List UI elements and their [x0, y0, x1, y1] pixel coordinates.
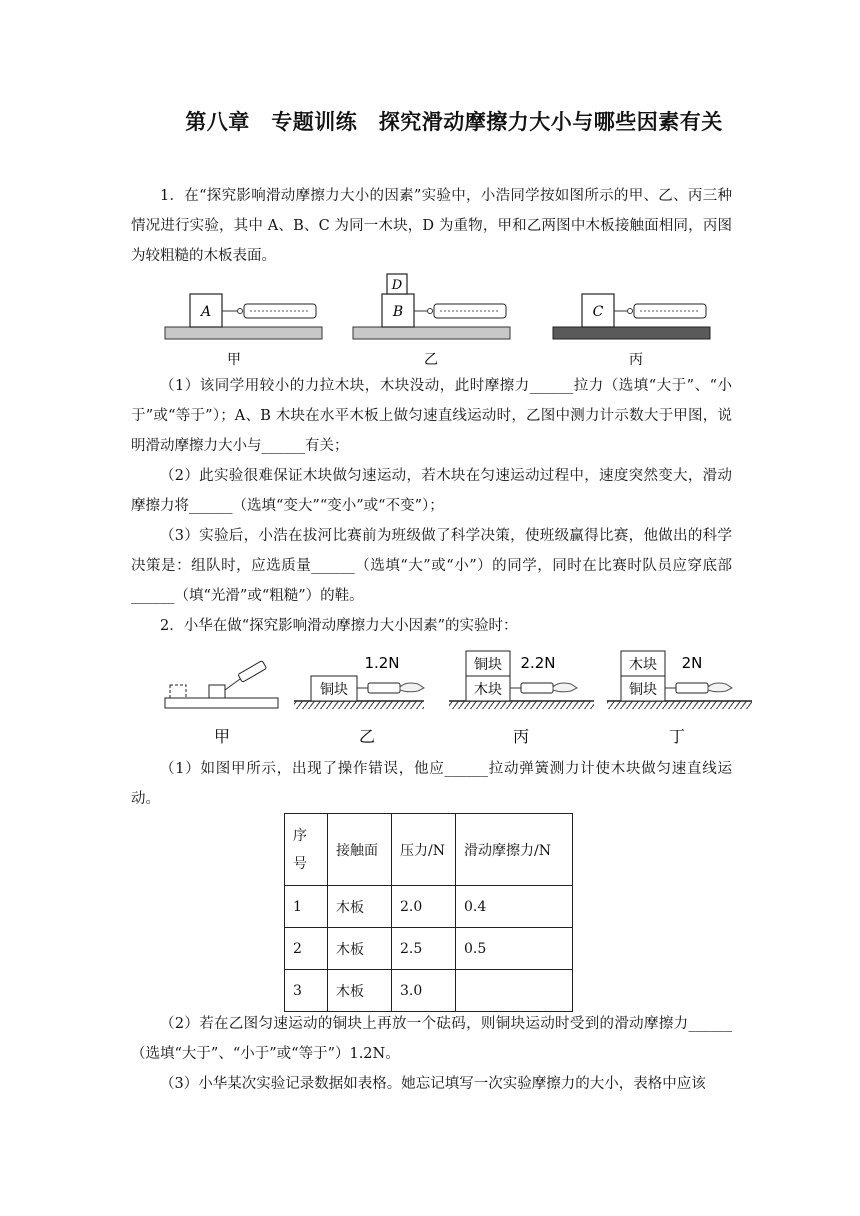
page-title: 第八章 专题训练 探究滑动摩擦力大小与哪些因素有关: [185, 110, 723, 134]
table-cell: 2: [285, 928, 328, 970]
reading-bing: 2.2N: [520, 654, 556, 672]
q1-setup-jia: [165, 294, 322, 339]
table-row: [285, 886, 573, 928]
table-cell: 0.5: [456, 928, 573, 970]
table-row: [285, 970, 573, 1012]
spring-scale-icon: [521, 683, 553, 693]
q2-setup-jia: [165, 661, 278, 708]
table-cell: 2.0: [392, 886, 456, 928]
copper-block-label: 铜块: [320, 682, 348, 698]
caption-jia: 甲: [227, 352, 241, 368]
table-header-cell: 压力/N: [392, 814, 456, 886]
caption-yi: 乙: [424, 352, 438, 368]
data-table: [284, 813, 573, 1012]
caption-yi: 乙: [358, 727, 376, 746]
table-cell: 2.5: [392, 928, 456, 970]
block-a-label: A: [200, 304, 212, 320]
caption-bing: 丙: [629, 352, 643, 368]
q1-intro: 1．在“探究影响滑动摩擦力大小的因素”实验中，小浩同学按如图所示的甲、乙、丙三种情况进行实验，其中 A、B、C 为同一木块，D 为重物，甲和乙两图中木板接触面相同，丙图为较粗糙的木板表面。: [131, 188, 732, 264]
q1-part3: （3）实验后，小浩在拔河比赛前为班级做了科学决策，使班级赢得比赛，他做出的科学决策是：组队时，应选质量______（选填“大”或“小”）的同学，同时在比赛时队员应穿底部______（填“光滑”或“粗糙”）的鞋。: [131, 528, 732, 604]
block-d-label: D: [391, 278, 403, 293]
table-cell: 0.4: [456, 886, 573, 928]
q2-setup-yi: [294, 654, 424, 709]
q1-setup-bing: [553, 294, 710, 339]
q1-part2: （2）此实验很难保证木块做匀速运动，若木块在匀速运动过程中，速度突然变大，滑动摩擦力将______（选填“变大”“变小”或“不变”）；: [131, 468, 732, 514]
table-row: [285, 928, 573, 970]
wood-block-label: 木块: [474, 682, 502, 698]
hand-icon: [553, 683, 577, 692]
wood-block-label: 木块: [629, 657, 657, 673]
q2-setup-bing: [449, 651, 594, 709]
q1-setup-yi: [353, 274, 510, 339]
copper-block-label: 铜块: [474, 657, 502, 673]
table-cell: [456, 970, 573, 1012]
table-cell: 木板: [328, 886, 392, 928]
table-cell: 3: [285, 970, 328, 1012]
table-header-cell: 序号: [285, 814, 328, 886]
q2-figure: [160, 643, 760, 753]
q2-part3: （3）小华某次实验记录数据如表格。她忘记填写一次实验摩擦力的大小，表格中应该: [160, 1076, 706, 1092]
copper-block-label: 铜块: [629, 682, 657, 698]
block-c-label: C: [592, 304, 604, 320]
table-header-cell: 接触面: [328, 814, 392, 886]
table-cell: 木板: [328, 970, 392, 1012]
table-header-row: [285, 814, 573, 886]
caption-bing: 丙: [512, 727, 530, 746]
hand-icon: [708, 683, 732, 692]
table-header-cell: 滑动摩擦力/N: [456, 814, 573, 886]
block-b-label: B: [392, 304, 404, 320]
q1-figure: [160, 270, 720, 370]
caption-jia: 甲: [213, 727, 231, 746]
table-cell: 3.0: [392, 970, 456, 1012]
reading-yi: 1.2N: [364, 654, 400, 672]
spring-scale-icon: [238, 661, 267, 683]
spring-scale-icon: [368, 683, 400, 693]
table-cell: 木板: [328, 928, 392, 970]
q2-part1: （1）如图甲所示，出现了操作错误，他应______拉动弹簧测力计使木块做匀速直线运动。: [131, 761, 732, 807]
caption-ding: 丁: [668, 727, 686, 746]
q1-part1: （1）该同学用较小的力拉木块，木块没动，此时摩擦力______拉力（选填“大于”、“小于”或“等于”）；A、B 木块在水平木板上做匀速直线运动时，乙图中测力计示数大于甲图，说明滑动摩擦力大小与______有关；: [131, 378, 732, 454]
q2-part2: （2）若在乙图匀速运动的铜块上再放一个砝码，则铜块运动时受到的滑动摩擦力______（选填“大于”、“小于”或“等于”）1.2N。: [131, 1016, 732, 1062]
q2-intro: 2．小华在做“探究影响滑动摩擦力大小因素”的实验时：: [160, 618, 518, 634]
q2-setup-ding: [607, 651, 752, 709]
table-cell: 1: [285, 886, 328, 928]
hand-icon: [400, 683, 424, 692]
reading-ding: 2N: [681, 654, 703, 672]
spring-scale-icon: [676, 683, 708, 693]
